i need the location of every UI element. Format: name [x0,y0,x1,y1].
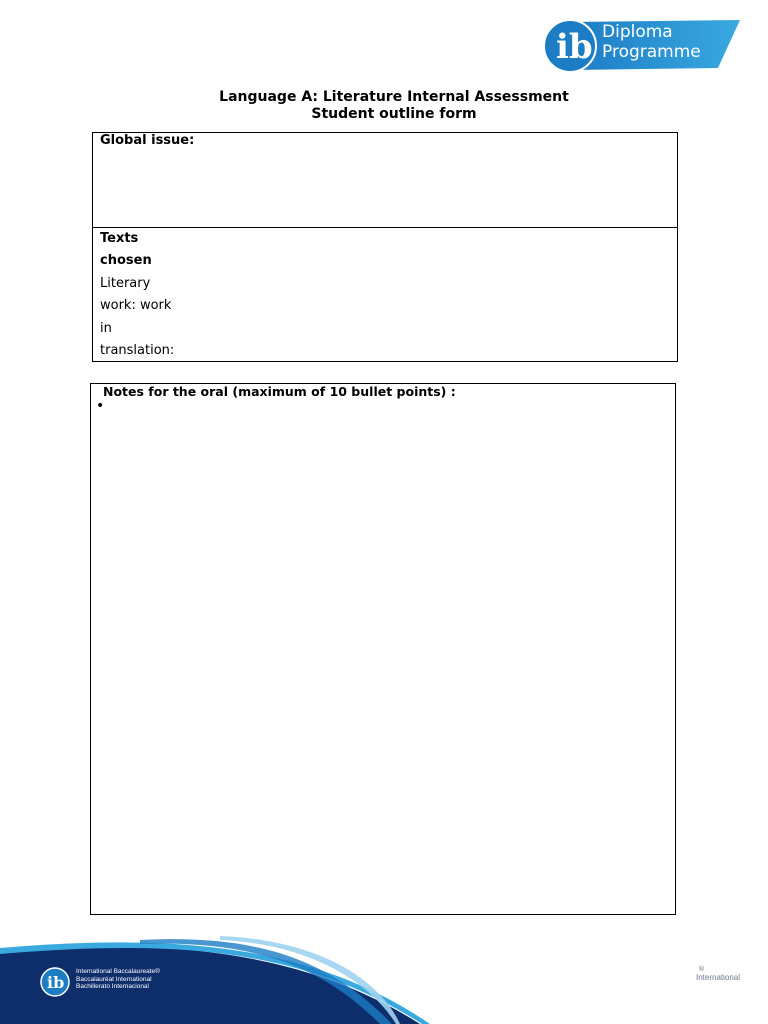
texts-chosen-line: chosen [100,253,152,269]
ib-logo-letters: ib [556,27,593,67]
footer-org-line: International Baccalaureate® [76,968,160,975]
title-line2: Student outline form [311,106,477,122]
footer-org-names [76,968,160,991]
texts-chosen-row[interactable] [93,228,677,361]
bullet-point[interactable]: • [96,398,105,414]
notes-label: Notes for the oral (maximum of 10 bullet points) : [103,384,456,399]
texts-chosen-column [100,228,200,362]
footer-registered-mark: ® [698,965,705,973]
logo-line2: Programme [602,42,701,62]
literary-work-line: translation: [100,343,175,359]
texts-chosen-line: Texts [100,231,139,246]
literary-work-line: in [100,320,112,336]
footer-ib-letters: ib [47,973,65,992]
footer-org-line: Bachillerato Internacional [76,983,149,990]
literary-work-line: work: work [100,298,172,314]
title-line1: Language A: Literature Internal Assessment [219,89,569,105]
logo-line1: Diploma [602,22,673,42]
footer-right-text: International [696,973,741,982]
logo-text [602,22,701,62]
ib-diploma-logo [542,16,742,72]
notes-box[interactable] [90,383,676,915]
document-title [0,89,768,123]
global-issue-row[interactable] [93,133,677,228]
global-issue-label: Global issue: [100,133,195,148]
outline-table [92,132,678,362]
footer-org-line: Baccalauréat International [76,975,152,983]
literary-work-line: Literary [100,275,151,291]
